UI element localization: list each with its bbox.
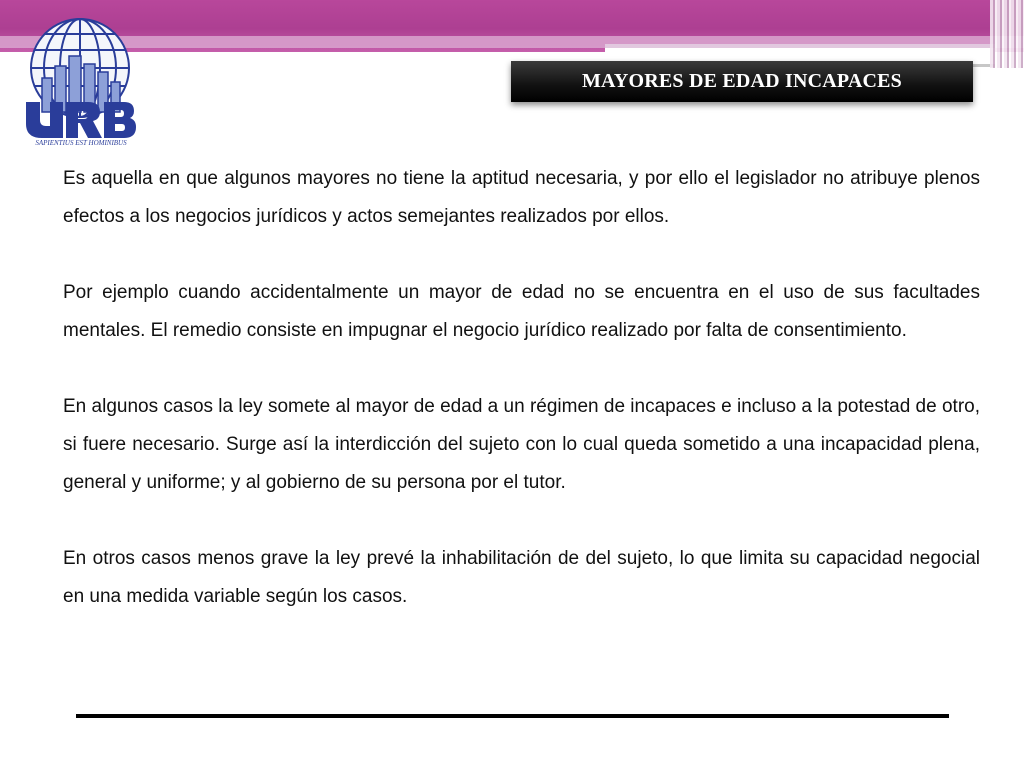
- slide-title: MAYORES DE EDAD INCAPACES: [581, 70, 903, 92]
- paragraph-4: En otros casos menos grave la ley prevé la inhabilitación de del sujeto, lo que limita su capacidad negocial en una medida variable según los casos.: [63, 548, 980, 607]
- footer-rule: [76, 714, 949, 718]
- paragraph-3: En algunos casos la ley somete al mayor de edad a un régimen de incapaces e incluso a la potestad de otro, si fuere necesario. Surge así la interdicción del sujeto con lo cual queda sometido a una incapacidad plena, general y uniforme; y al gobierno de su persona por el tutor.: [63, 396, 980, 493]
- slide-title-box: [511, 61, 973, 102]
- header-stripes: [990, 0, 1024, 68]
- paragraph-2: Por ejemplo cuando accidentalmente un mayor de edad no se encuentra en el uso de sus facultades mentales. El remedio consiste en impugnar el negocio jurídico realizado por falta de consentimiento.: [63, 282, 980, 341]
- paragraph-1: Es aquella en que algunos mayores no tiene la aptitud necesaria, y por ello el legislador no atribuye plenos efectos a los negocios jurídicos y actos semejantes realizados por ellos.: [63, 168, 980, 227]
- urbe-logo: [22, 16, 140, 148]
- slide-body: [63, 160, 980, 654]
- logo-motto: SAPIENTIUS EST HOMINIBUS: [35, 139, 127, 147]
